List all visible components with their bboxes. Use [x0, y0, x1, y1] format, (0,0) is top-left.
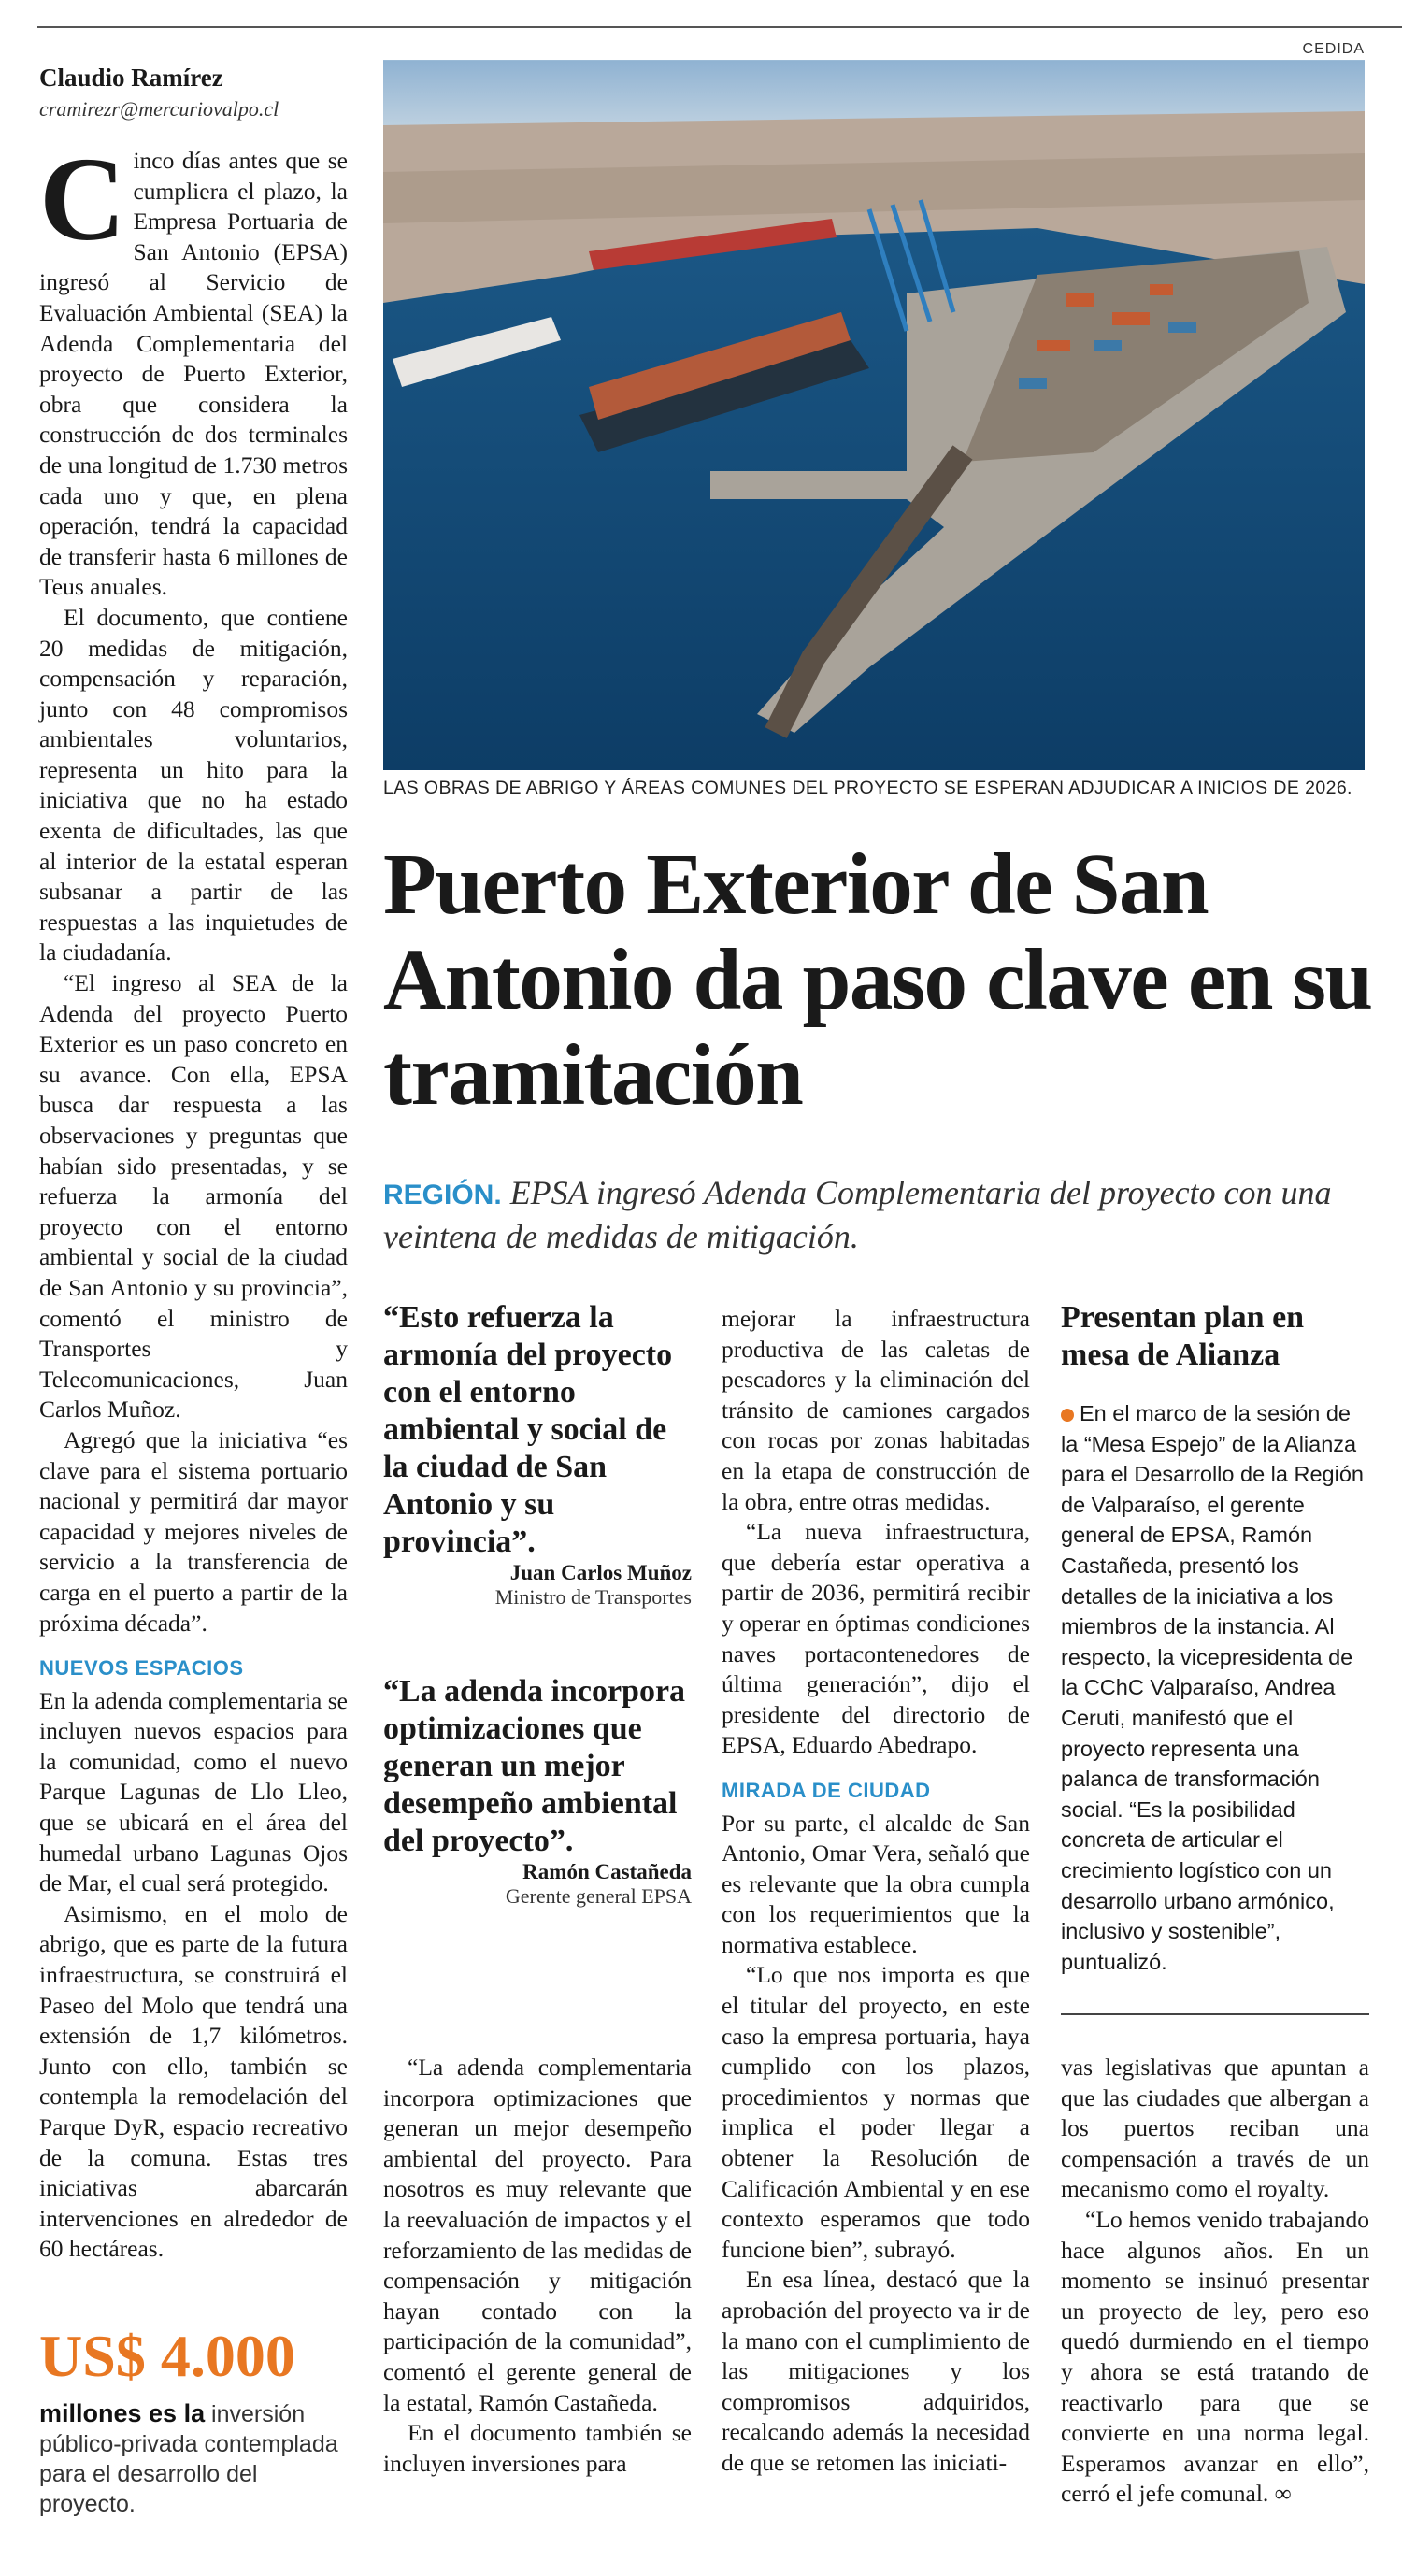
sidebox-text: En el marco de la sesión de la “Mesa Espejo” de la Alianza para el Desarrollo de la Región de Valparaíso, el gerente general de EPSA, Ramón Castañeda, presentó los detalles de la iniciativa a los miembros de la instancia. Al respecto, la vicepresidenta de la CChC Valparaíso, Andrea Ceruti, manifestó que el proyecto representa una palanca de transformación social. “Es la posibilidad concreta de articular el crecimiento logístico con un desarrollo urbano armónico, inclusivo y sostenible”, puntualizó.: [1061, 1401, 1364, 1974]
sidebox-title: Presentan plan en mesa de Alianza: [1061, 1300, 1305, 1372]
photo-caption: LAS OBRAS DE ABRIGO Y ÁREAS COMUNES DEL PROYECTO SE ESPERAN ADJUDICAR A INICIOS DE 2026.: [383, 778, 1352, 798]
bullet-dot-icon: [1061, 1409, 1074, 1422]
pull-quote-2: [383, 1673, 692, 1909]
article-column-3: [722, 1304, 1030, 2479]
paragraph: Agregó que la iniciativa “es clave para el sistema portuario nacional y permitirá dar mayor capacidad y mejores niveles de servicio a la transferencia de carga en el puerto a partir de la próxima década”.: [39, 1425, 348, 1637]
port-aerial-photo: [383, 60, 1365, 770]
article-column-2: [383, 2053, 692, 2479]
paragraph: “El ingreso al SEA de la Adenda del proyecto Puerto Exterior es un paso concreto en su avance. Con ella, EPSA busca dar respuesta a las observaciones y preguntas que habían sido presentadas, y se refuerza la armonía del proyecto con el entorno ambiental y social de la ciudad de San Antonio y su provincia”, comentó el ministro de Transportes y Telecomunicaciones, Juan Carlos Muñoz.: [39, 969, 348, 1424]
quote-text: “La adenda incorpora optimizaciones que generan un mejor desempeño ambiental del proyecto”.: [383, 1674, 686, 1858]
article-column-4: [1061, 2053, 1369, 2510]
paragraph: Cinco días antes que se cumpliera el plazo, la Empresa Portuaria de San Antonio (EPSA) ingresó al Servicio de Evaluación Ambiental (SEA) la Adenda Complementaria del proyecto de Puerto Exterior, obra que considera la construcción de dos terminales de una longitud de 1.730 metros cada uno y que, en plena operación, tendrá la capacidad de transferir hasta 6 millones de Teus anuales.: [39, 133, 348, 601]
paragraph: En el documento también se incluyen inversiones para: [383, 2419, 692, 2477]
paragraph: Asimismo, en el molo de abrigo, que es parte de la futura infraestructura, se construirá el Paseo del Molo que tendrá una extensión de 1,7 kilómetros. Junto con ello, también se contempla la remodelación del Parque DyR, espacio recreativo de la comuna. Estas tres iniciativas abarcarán intervenciones en alrededor de 60 hectáreas.: [39, 1899, 348, 2263]
paragraph: “La adenda complementaria incorpora optimizaciones que generan un mejor desempeño ambiental del proyecto. Para nosotros es muy relevante que la reevaluación de impactos y el reforzamiento de las medidas de compensación y mitigación hayan contado con la participación de la comunidad”, comentó el gerente general de la estatal, Ramón Castañeda.: [383, 2054, 692, 2416]
paragraph: “La nueva infraestructura, que debería estar operativa a partir de 2036, permitirá recibir y operar en óptimas condiciones naves portacontenedores de última generación”, dijo el presidente del directorio de EPSA, Eduardo Abedrapo.: [722, 1518, 1030, 1759]
drop-cap: C: [39, 133, 126, 265]
paragraph: “Lo hemos venido trabajando hace algunos años. En un momento se insinuó presentar un proyecto de ley, pero eso quedó durmiendo en el tiempo y ahora se está tratando de reactivarlo para que se convierte en una norma legal. Esperamos avanzar en ello”, cerró el jefe comunal. ∞: [1061, 2205, 1369, 2508]
quote-author: Ramón Castañeda: [522, 1860, 692, 1883]
subheading: MIRADA DE CIUDAD: [722, 1778, 931, 1802]
byline-name: Claudio Ramírez: [39, 64, 223, 92]
top-rule: [37, 26, 1402, 28]
paragraph: vas legislativas que apuntan a que las ciudades que albergan a los puertos reciban una compensación a través de un mecanismo como el royalty.: [1061, 2054, 1369, 2203]
paragraph: Por su parte, el alcalde de San Antonio, Omar Vera, señaló que es relevante que la obra cumpla con los requerimientos que la normativa establece.: [722, 1809, 1030, 1958]
deck: REGIÓN. EPSA ingresó Adenda Complementaria del proyecto con una veintena de medidas de mitigación.: [383, 1174, 1332, 1255]
paragraph: mejorar la infraestructura productiva de las caletas de pescadores y la eliminación del tránsito de camiones cargados con rocas por zonas habitadas en la etapa de construcción de la obra, entre otras medidas.: [722, 1305, 1030, 1515]
pull-quote-1: [383, 1299, 692, 1610]
end-mark-icon: ∞: [1274, 2480, 1292, 2508]
quote-role: Gerente general EPSA: [505, 1884, 692, 1908]
article-column-1: [39, 133, 348, 2265]
sidebox-divider: [1061, 2013, 1369, 2015]
headline: Puerto Exterior de San Antonio da paso clave en su tramitación: [383, 837, 1372, 1123]
stat-description: millones es la inversión público-privada contemplada para el desarrollo del proyecto.: [39, 2399, 338, 2517]
paragraph: En esa línea, destacó que la aprobación del proyecto va ir de la mano con el cumplimiento de las mitigaciones y los compromisos adquiridos, recalcando además la necesidad de que se retomen las iniciati-: [722, 2266, 1030, 2476]
subheading: NUEVOS ESPACIOS: [39, 1656, 244, 1681]
quote-author: Juan Carlos Muñoz: [509, 1561, 692, 1584]
section-tag: REGIÓN.: [383, 1180, 502, 1210]
quote-text: “Esto refuerza la armonía del proyecto con el entorno ambiental y social de la ciudad de San Antonio y su provincia”.: [383, 1300, 673, 1559]
byline-email[interactable]: cramirezr@mercuriovalpo.cl: [39, 97, 279, 121]
port-aerial-image: [383, 60, 1365, 770]
photo-credit: CEDIDA: [1302, 41, 1365, 57]
stat-value: US$ 4.000: [39, 2323, 295, 2389]
paragraph: El documento, que contiene 20 medidas de mitigación, compensación y reparación, junto con 48 compromisos ambientales voluntarios, representa un hito para la iniciativa que no ha estado exenta de dificultades, las que al interior de la estatal esperan subsanar a partir de las respuestas a las inquietudes de la ciudadanía.: [39, 603, 348, 966]
paragraph: “Lo que nos importa es que el titular del proyecto, en este caso la empresa portuaria, haya cumplido con los plazos, procedimientos y normas que implica el poder llegar a obtener la Resolución de Calificación Ambiental y en ese contexto esperamos que todo funcione bien”, subrayó.: [722, 1961, 1030, 2263]
paragraph: En la adenda complementaria se incluyen nuevos espacios para la comunidad, como el nuevo Parque Lagunas de Llo Lleo, que se ubicará en el área del humedal urbano Lagunas Ojos de Mar, el cual será protegido.: [39, 1686, 348, 1897]
quote-role: Ministro de Transportes: [494, 1585, 692, 1609]
